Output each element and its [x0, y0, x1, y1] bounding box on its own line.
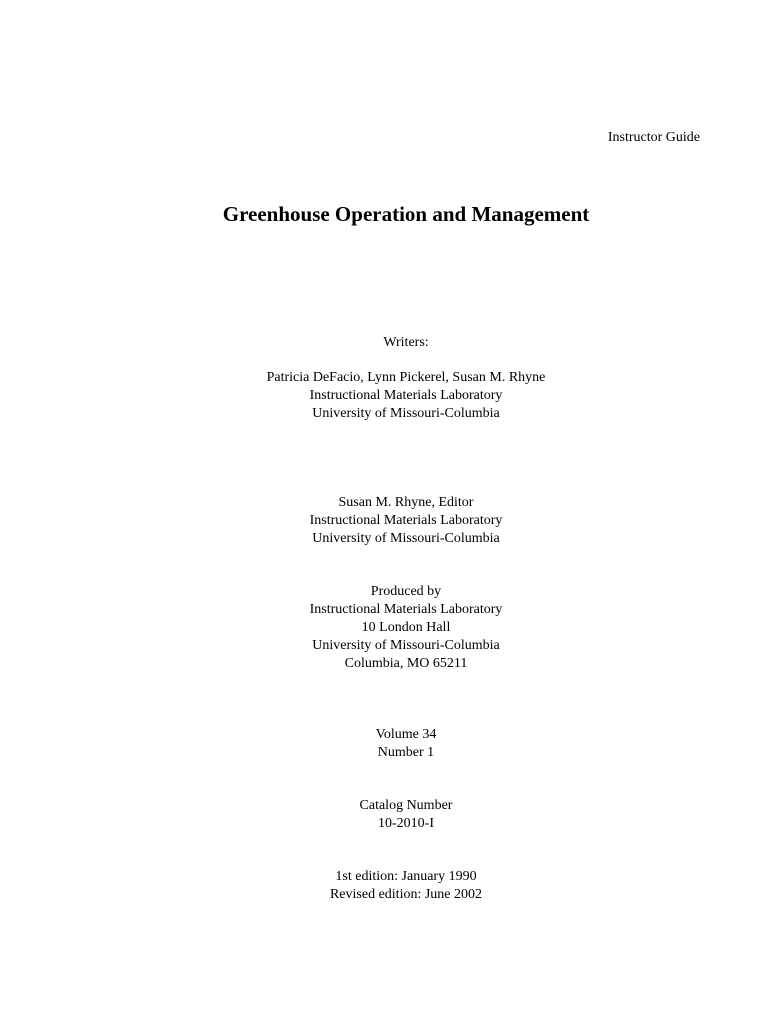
- document-title: Greenhouse Operation and Management: [222, 202, 590, 226]
- volume-block: [0, 726, 768, 762]
- catalog-block: [0, 797, 768, 833]
- producer-organization: Instructional Materials Laboratory: [309, 602, 503, 617]
- writers-block: [0, 369, 768, 423]
- editor-block: [0, 494, 768, 548]
- editor-organization: Instructional Materials Laboratory: [309, 513, 503, 528]
- first-edition: 1st edition: January 1990: [335, 869, 477, 884]
- writers-names: Patricia DeFacio, Lynn Pickerel, Susan M. Rhyne: [266, 370, 546, 385]
- issue-number: Number 1: [377, 745, 435, 760]
- writers-heading: [0, 334, 768, 352]
- catalog-value: 10-2010-I: [378, 816, 434, 831]
- writers-heading-text: Writers:: [383, 335, 429, 350]
- guide-type-label: Instructor Guide: [607, 130, 700, 145]
- editor-name: Susan M. Rhyne, Editor: [338, 495, 474, 510]
- producer-city: Columbia, MO 65211: [344, 656, 468, 671]
- producer-university: University of Missouri-Columbia: [312, 638, 500, 653]
- editor-university: University of Missouri-Columbia: [312, 531, 500, 546]
- volume-number: Volume 34: [375, 727, 437, 742]
- catalog-label: Catalog Number: [359, 798, 453, 813]
- revised-edition: Revised edition: June 2002: [329, 887, 483, 902]
- writers-university: University of Missouri-Columbia: [312, 406, 500, 421]
- producer-label: Produced by: [370, 584, 442, 599]
- writers-organization: Instructional Materials Laboratory: [309, 388, 503, 403]
- producer-block: [0, 583, 768, 673]
- edition-block: [0, 868, 768, 904]
- producer-address: 10 London Hall: [361, 620, 451, 635]
